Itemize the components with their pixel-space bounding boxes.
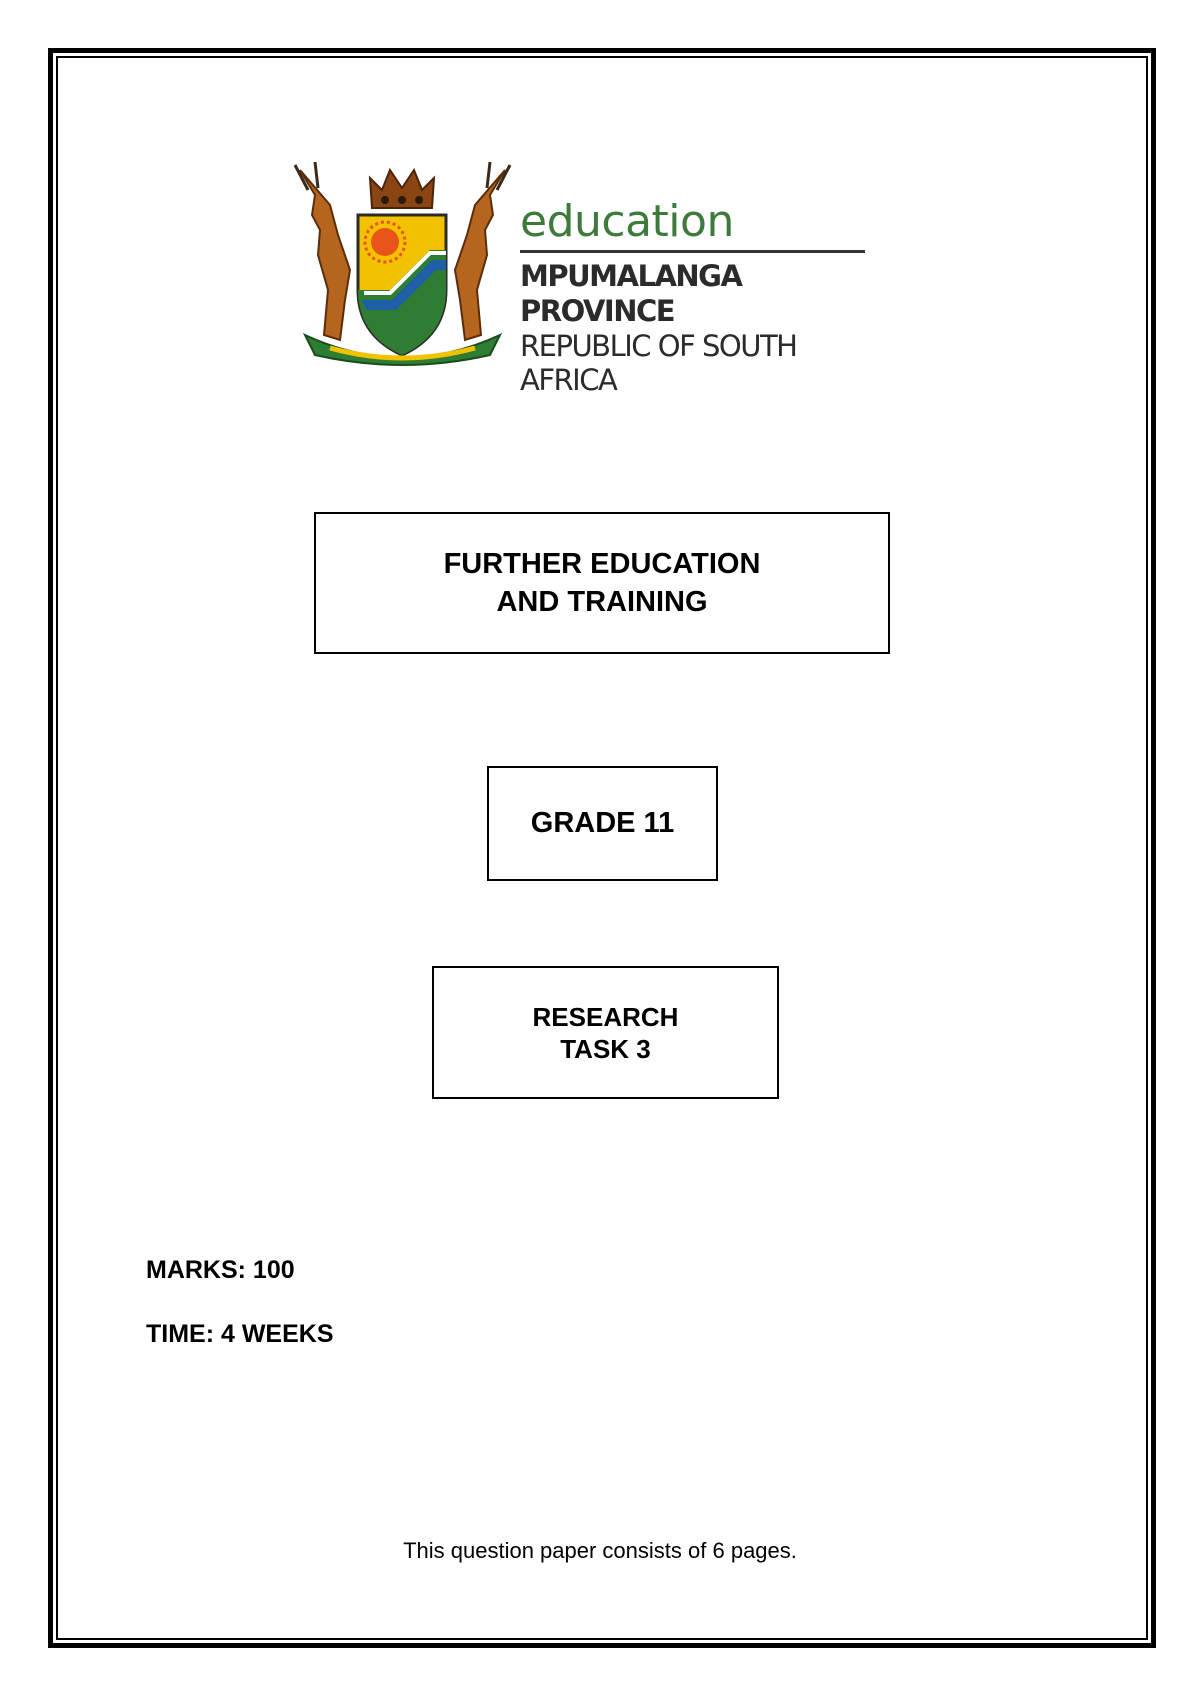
logo-education-word: education — [520, 196, 734, 247]
logo-province: MPUMALANGA PROVINCE — [520, 259, 742, 328]
phase-line-2: AND TRAINING — [496, 586, 708, 618]
logo-divider — [520, 250, 865, 253]
marks-label: MARKS: 100 — [146, 1256, 295, 1284]
task-line-2: TASK 3 — [560, 1033, 651, 1064]
task-line-1: RESEARCH — [532, 1001, 679, 1032]
phase-box — [314, 512, 890, 654]
department-logo — [290, 160, 890, 398]
coat-of-arms-icon — [290, 160, 515, 370]
logo-wordmark — [520, 196, 890, 398]
phase-line-1: FURTHER EDUCATION — [443, 548, 761, 580]
logo-country: REPUBLIC OF SOUTH AFRICA — [520, 328, 797, 398]
time-label: TIME: 4 WEEKS — [146, 1320, 334, 1348]
grade-label: GRADE 11 — [530, 807, 675, 839]
task-box — [432, 966, 779, 1099]
grade-box — [487, 766, 718, 881]
page-count-note: This question paper consists of 6 pages. — [403, 1538, 797, 1563]
